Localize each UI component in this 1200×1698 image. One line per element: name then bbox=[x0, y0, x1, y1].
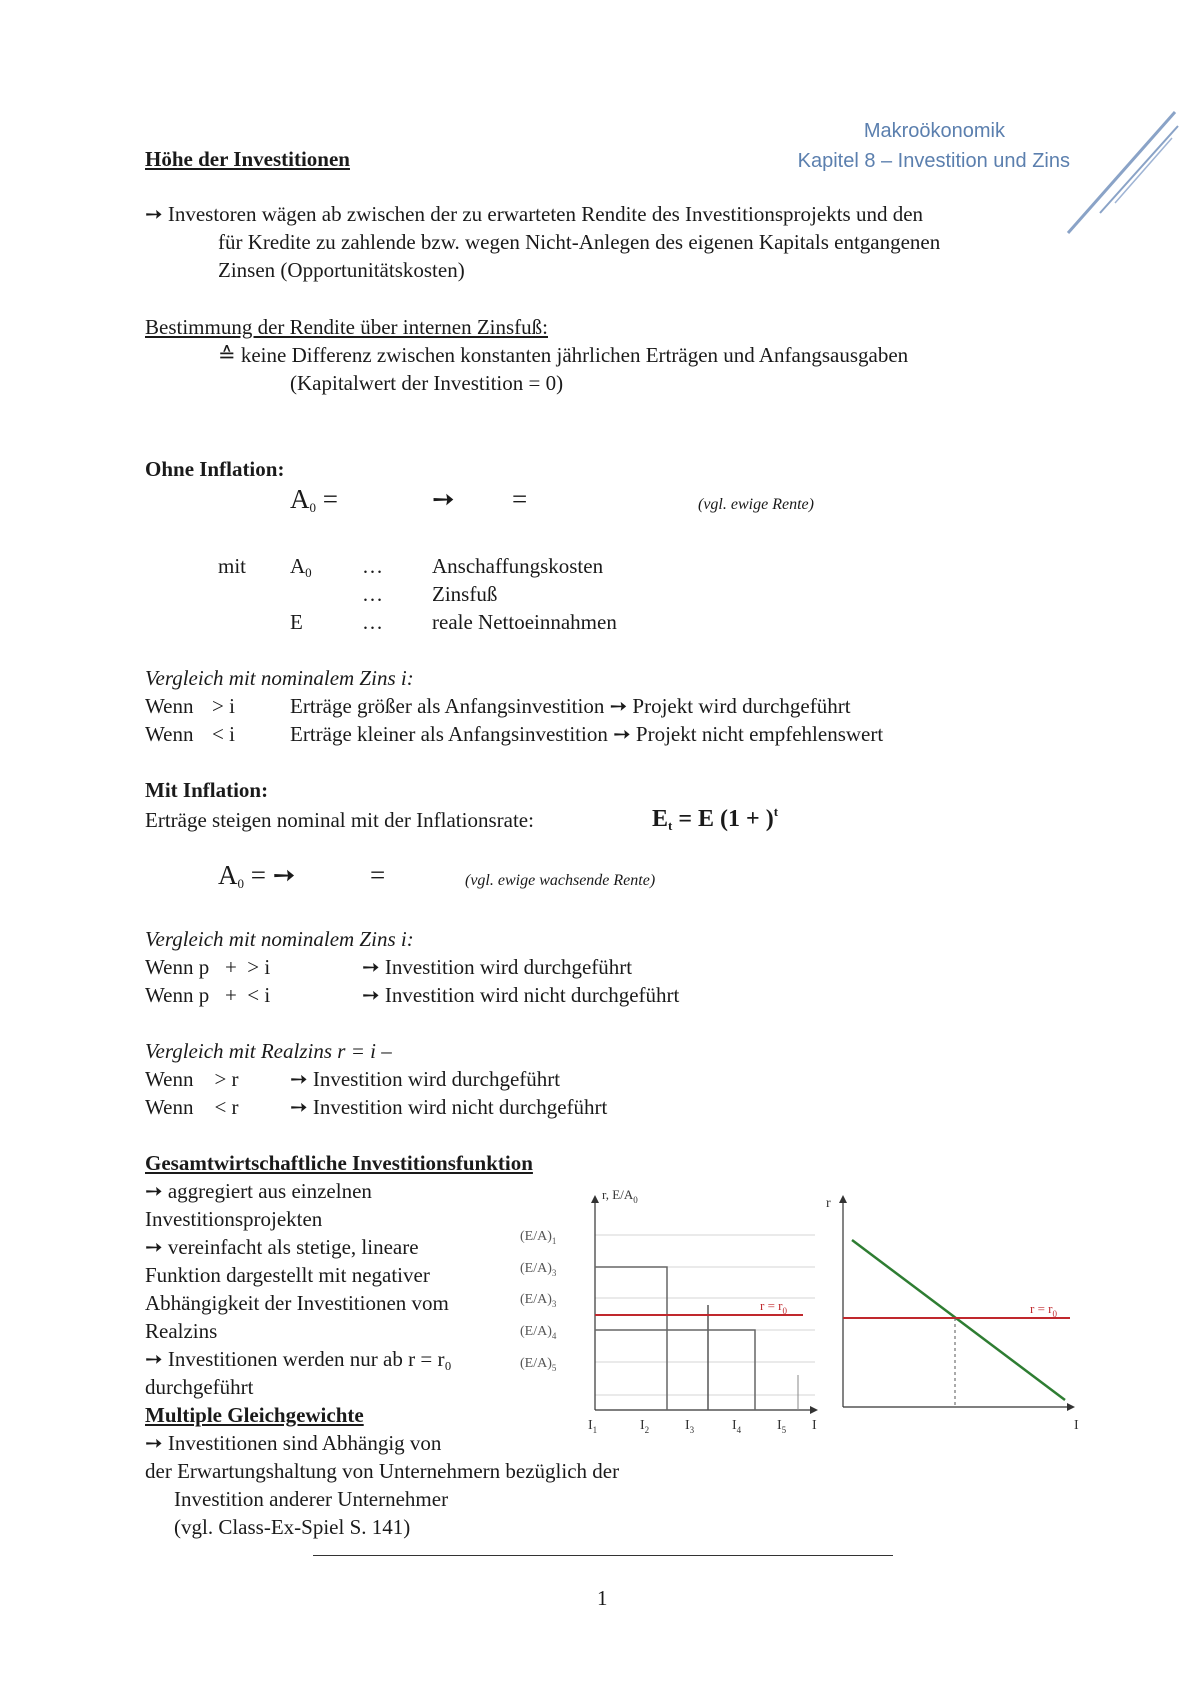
header-title: Makroökonomik bbox=[863, 120, 1005, 142]
inflation-text: Erträge steigen nominal mit der Inflationsrate: bbox=[145, 808, 534, 832]
def-text: Anschaffungskosten bbox=[432, 554, 604, 578]
investment-step-line bbox=[595, 1267, 667, 1410]
formula-equals: = bbox=[370, 860, 386, 890]
real-row-right: ➙ Investition wird durchgeführt bbox=[290, 1067, 561, 1091]
cmp-op: < i bbox=[212, 722, 235, 746]
cmp-wenn: Wenn bbox=[145, 694, 194, 718]
multiple-line: Investition anderer Unternehmer bbox=[174, 1487, 449, 1511]
gesamt-line: Investitionsprojekten bbox=[145, 1207, 323, 1231]
vergleich-title: Vergleich mit nominalem Zins i: bbox=[145, 927, 414, 951]
nom-row-right: ➙ Investition wird durchgeführt bbox=[362, 955, 633, 979]
gesamt-line: Abhängigkeit der Investitionen vom bbox=[145, 1291, 449, 1315]
real-row-left: Wenn < r bbox=[145, 1095, 239, 1119]
x-tick-label: $I_1$ bbox=[588, 1418, 598, 1435]
nom-row-left: Wenn p + < i bbox=[145, 983, 271, 1007]
y-tick-label: $(E/A)_4$ bbox=[520, 1324, 557, 1341]
subsection-title: Mit Inflation: bbox=[145, 778, 269, 802]
y-tick-label: $(E/A)_3$ bbox=[520, 1261, 557, 1278]
gesamt-line: durchgeführt bbox=[145, 1375, 254, 1399]
step-investment-chart bbox=[520, 1185, 830, 1435]
y-tick-label: $(E/A)_1$ bbox=[520, 1229, 557, 1246]
real-row-left: Wenn > r bbox=[145, 1067, 239, 1091]
def-mit: mit bbox=[218, 554, 247, 578]
y-tick-label: $(E/A)_3$ bbox=[520, 1292, 557, 1309]
header-chapter: Kapitel 8 – Investition und Zins bbox=[797, 150, 1070, 172]
investment-step-line bbox=[595, 1330, 755, 1410]
bullet-line: ➙ Investoren wägen ab zwischen der zu erwarteten Rendite des Investitionsprojekts und den bbox=[145, 202, 924, 226]
def-e: E bbox=[290, 610, 303, 634]
x-tick-label: $I_3$ bbox=[685, 1418, 695, 1435]
x-axis-arrow bbox=[810, 1406, 818, 1414]
vergleich-title: Vergleich mit nominalem Zins i: bbox=[145, 666, 414, 690]
vergleich-title: Vergleich mit Realzins r = i – bbox=[145, 1039, 392, 1063]
y-axis-arrow bbox=[839, 1195, 847, 1203]
def-text: reale Nettoeinnahmen bbox=[432, 610, 617, 634]
gesamt-line: ➙ Investitionen werden nur ab r = r₀ bbox=[145, 1347, 452, 1371]
subsection-title: Multiple Gleichgewichte bbox=[145, 1403, 364, 1427]
rendite-line: (Kapitalwert der Investition = 0) bbox=[290, 371, 564, 395]
footer-rule bbox=[313, 1555, 893, 1556]
subsection-title: Bestimmung der Rendite über internen Zinsfuß: bbox=[145, 315, 548, 339]
x-axis-arrow bbox=[1067, 1403, 1075, 1411]
subsection-title: Ohne Inflation: bbox=[145, 457, 285, 481]
gesamt-line: Realzins bbox=[145, 1319, 218, 1343]
cmp-op: > i bbox=[212, 694, 235, 718]
formula-note: (vgl. ewige Rente) bbox=[698, 496, 814, 513]
bullet-line: Zinsen (Opportunitätskosten) bbox=[218, 258, 465, 282]
bullet-line: für Kredite zu zahlende bzw. wegen Nicht-Anlegen des eigenen Kapitals entgangenen bbox=[218, 230, 941, 254]
section-title: Höhe der Investitionen bbox=[145, 147, 350, 171]
multiple-line: ➙ Investitionen sind Abhängig von bbox=[145, 1431, 442, 1455]
rendite-line: ≙ keine Differenz zwischen konstanten jährlichen Erträgen und Anfangsausgaben bbox=[218, 343, 909, 367]
y-tick-label: $(E/A)_5$ bbox=[520, 1356, 557, 1373]
x-axis-label: I bbox=[812, 1418, 817, 1433]
formula-note: (vgl. ewige wachsende Rente) bbox=[465, 872, 656, 889]
def-dots: … bbox=[362, 554, 383, 578]
gesamt-line: Funktion dargestellt mit negativer bbox=[145, 1263, 430, 1287]
real-row-right: ➙ Investition wird nicht durchgeführt bbox=[290, 1095, 608, 1119]
y-axis-label: r bbox=[826, 1196, 831, 1211]
y-axis-arrow bbox=[591, 1195, 599, 1203]
formula-et: $E_t = E$ $(1 + )^t$ bbox=[652, 804, 779, 833]
formula-arrow: ➙ bbox=[432, 484, 455, 514]
multiple-line: (vgl. Class-Ex-Spiel S. 141) bbox=[174, 1515, 411, 1539]
cmp-text: Erträge größer als Anfangsinvestition ➙ Projekt wird durchgeführt bbox=[290, 694, 851, 718]
x-axis-label: I bbox=[1074, 1418, 1079, 1433]
def-dots: … bbox=[362, 610, 383, 634]
investment-function-chart bbox=[826, 1185, 1090, 1435]
gesamt-line: ➙ vereinfacht als stetige, lineare bbox=[145, 1235, 419, 1259]
x-tick-label: $I_4$ bbox=[732, 1418, 742, 1435]
nom-row-right: ➙ Investition wird nicht durchgeführt bbox=[362, 983, 680, 1007]
r0-label: $r = r_0$ bbox=[1030, 1301, 1057, 1319]
formula-a0-growth: $A_0$ = ➙ bbox=[218, 860, 296, 891]
y-axis-label: r, $E/A_0$ bbox=[602, 1187, 638, 1205]
gesamt-line: ➙ aggregiert aus einzelnen bbox=[145, 1179, 372, 1203]
formula-a0: $A_0$ = bbox=[290, 484, 338, 515]
section-title: Gesamtwirtschaftliche Investitionsfunktion bbox=[145, 1151, 533, 1175]
cmp-text: Erträge kleiner als Anfangsinvestition ➙ Projekt nicht empfehlenswert bbox=[290, 722, 884, 746]
cmp-wenn: Wenn bbox=[145, 722, 194, 746]
def-dots: … bbox=[362, 582, 383, 606]
def-text: Zinsfuß bbox=[432, 582, 498, 606]
nom-row-left: Wenn p + > i bbox=[145, 955, 271, 979]
formula-equals: = bbox=[512, 484, 528, 514]
x-tick-label: $I_2$ bbox=[640, 1418, 650, 1435]
multiple-line: der Erwartungshaltung von Unternehmern bezüglich der bbox=[145, 1459, 620, 1483]
investment-function-line bbox=[852, 1240, 1065, 1400]
x-tick-label: $I_5$ bbox=[777, 1418, 787, 1435]
r0-label: $r = r_0$ bbox=[760, 1298, 787, 1316]
def-a0: $A_0$ bbox=[290, 554, 312, 580]
header-decoration-icon bbox=[1060, 108, 1180, 238]
page-number: 1 bbox=[597, 1586, 608, 1610]
